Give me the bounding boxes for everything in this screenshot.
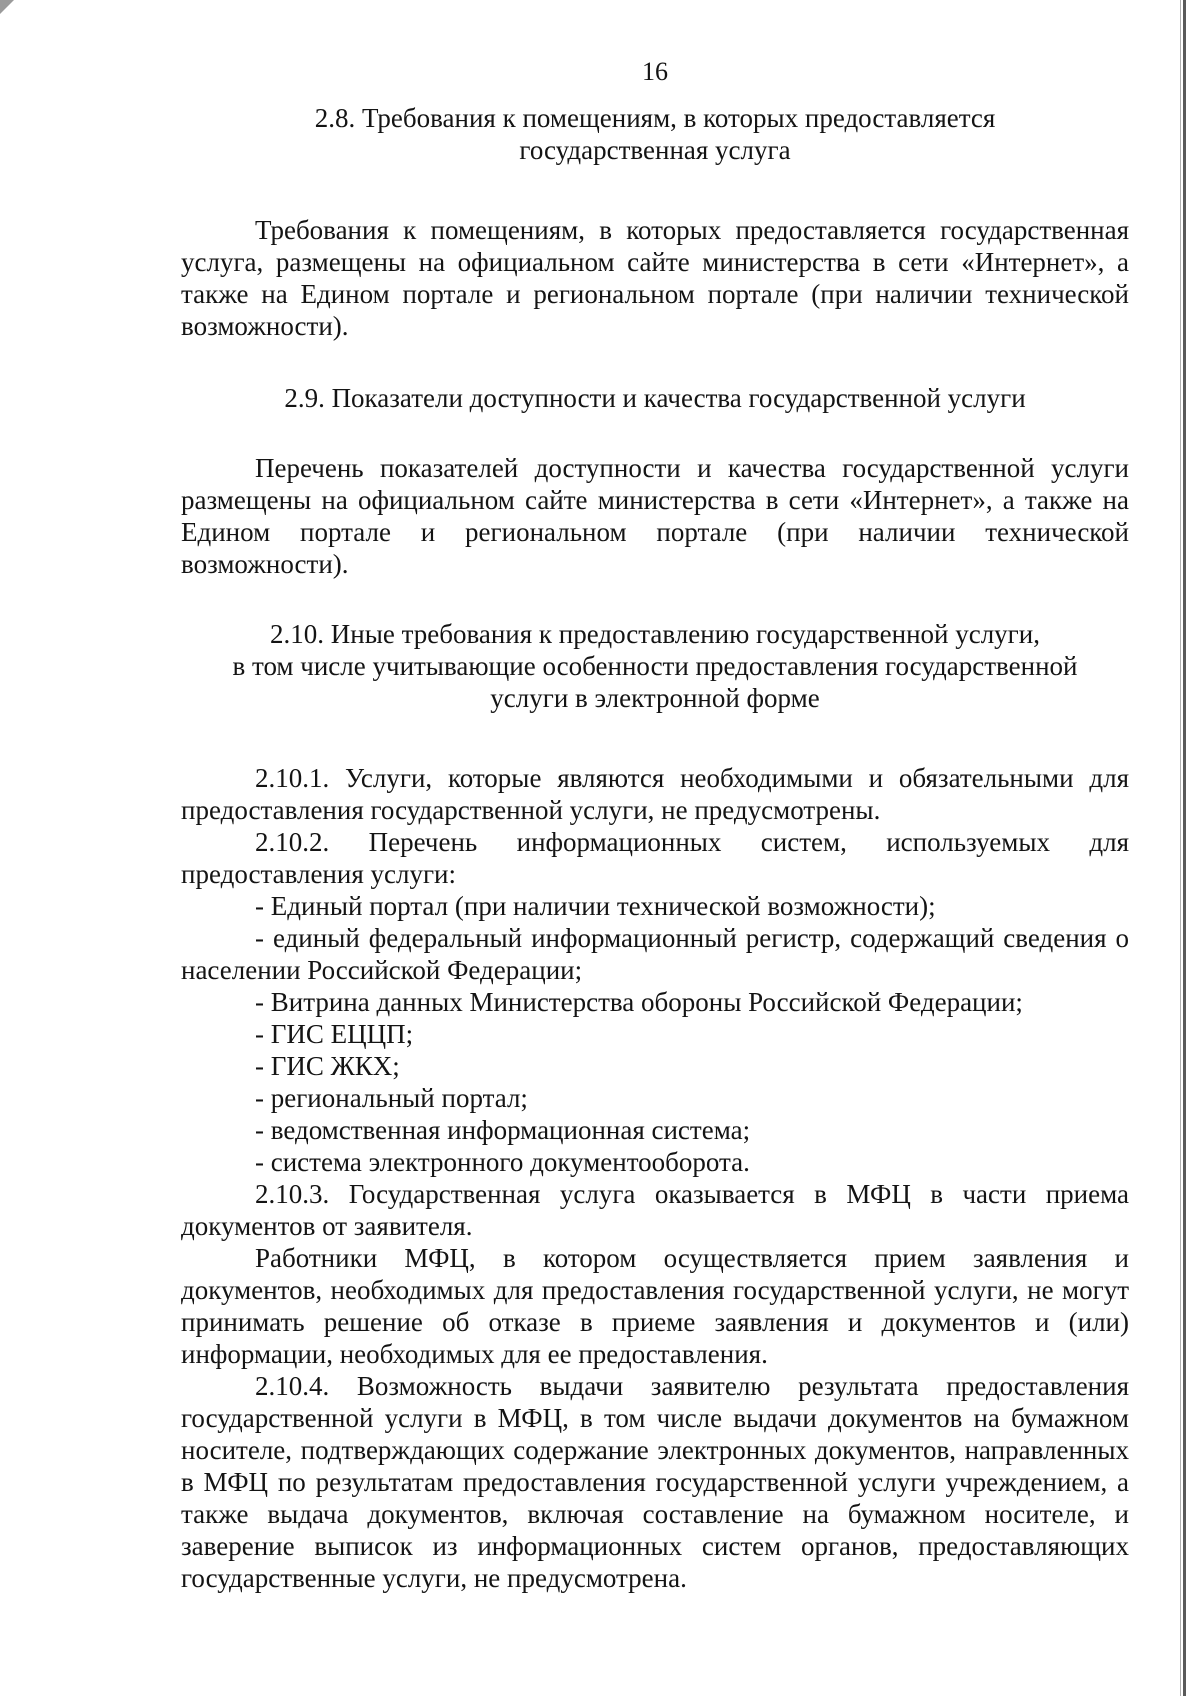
section-2-10-heading: [181, 618, 1129, 714]
heading-line: 2.10. Иные требования к предоставлению государственной услуги,: [270, 619, 1040, 649]
information-systems-list: [181, 890, 1129, 1178]
paragraph-mfc-workers: Работники МФЦ, в котором осуществляется прием заявления и документов, необходимых для предоставления государственной услуги, не могут принимать решение об отказе в приеме заявления и документов и (или) информации, необходимых для ее предоставления.: [181, 1243, 1129, 1369]
list-item: - ведомственная информационная система;: [255, 1115, 751, 1145]
section-2-9-paragraph: Перечень показателей доступности и качества государственной услуги размещены на официальном сайте министерства в сети «Интернет», а также на Едином портале и региональном портале (при наличии технической возможности).: [181, 453, 1129, 579]
heading-line: государственная услуга: [519, 135, 791, 165]
page-number: 16: [642, 57, 668, 86]
list-item: - региональный портал;: [255, 1083, 528, 1113]
list-item: - Единый портал (при наличии технической возможности);: [255, 891, 936, 921]
list-item: - система электронного документооборота.: [255, 1147, 750, 1177]
section-2-8-heading: [181, 102, 1129, 166]
document-body: [181, 56, 1129, 1594]
section-2-9-heading: 2.9. Показатели доступности и качества государственной услуги: [284, 383, 1026, 413]
paragraph-2-10-3: 2.10.3. Государственная услуга оказывается в МФЦ в части приема документов от заявителя.: [181, 1179, 1129, 1241]
section-2-8-paragraph: Требования к помещениям, в которых предоставляется государственная услуга, размещены на официальном сайте министерства в сети «Интернет», а также на Едином портале и региональном портале (при наличии технической возможности).: [181, 215, 1129, 341]
list-item: - единый федеральный информационный регистр, содержащий сведения о населении Российской Федерации;: [181, 923, 1129, 985]
scan-edge-shadow: [1180, 0, 1181, 1696]
list-item: - Витрина данных Министерства обороны Российской Федерации;: [255, 987, 1023, 1017]
heading-line: 2.8. Требования к помещениям, в которых предоставляется: [314, 103, 996, 133]
paragraph-2-10-4: 2.10.4. Возможность выдачи заявителю результата предоставления государственной услуги в МФЦ, в том числе выдачи документов на бумажном носителе, подтверждающих содержание электронных документов, направленных в МФЦ по результатам предоставления государственной услуги учреждением, а также выдача документов, включая составление на бумажном носителе, и заверение выписок из информационных систем органов, предоставляющих государственные услуги, не предусмотрена.: [181, 1371, 1129, 1593]
heading-line: услуги в электронной форме: [490, 683, 820, 713]
scan-edge-line: [1183, 0, 1186, 1696]
list-item: - ГИС ЕЦЦП;: [255, 1019, 414, 1049]
heading-line: в том числе учитывающие особенности предоставления государственной: [232, 651, 1078, 681]
scan-corner-mark: [0, 0, 24, 24]
paragraph-2-10-2: 2.10.2. Перечень информационных систем, используемых для предоставления услуги:: [181, 827, 1129, 889]
paragraph-2-10-1: 2.10.1. Услуги, которые являются необходимыми и обязательными для предоставления государственной услуги, не предусмотрены.: [181, 763, 1129, 825]
list-item: - ГИС ЖКХ;: [255, 1051, 400, 1081]
